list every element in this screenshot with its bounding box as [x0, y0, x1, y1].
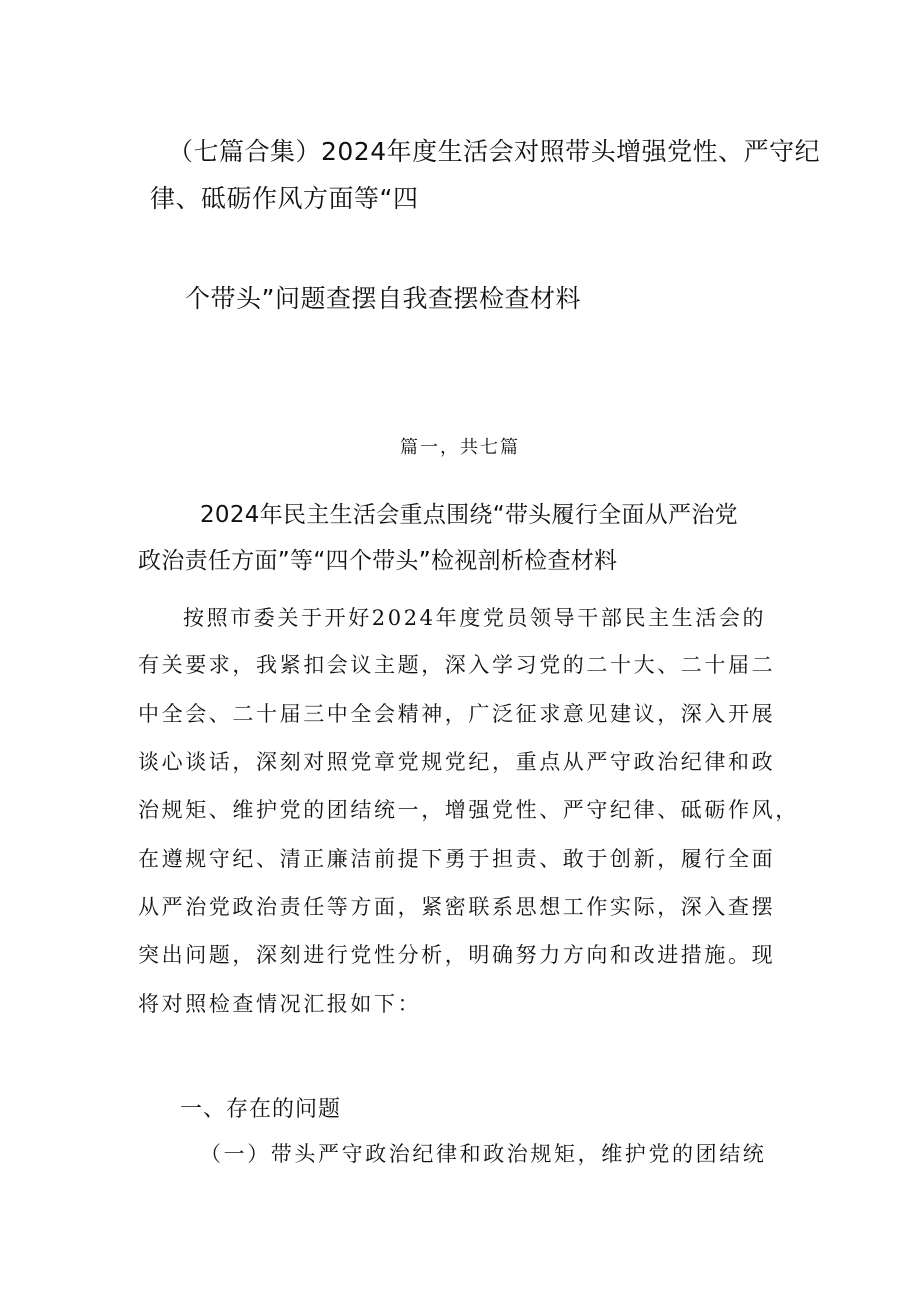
body-line-4: 谈心谈话，深刻对照党章党规党纪，重点从严守政治纪律和政	[138, 750, 776, 774]
document-title-line-2: 律、砥砺作风方面等“四	[150, 184, 419, 213]
body-line-2: 有关要求，我紧扣会议主题，深入学习党的二十大、二十届二	[138, 653, 776, 677]
body-line-5: 治规矩、维护党的团结统一，增强党性、严守纪律、砥砺作风，	[138, 798, 799, 822]
body-line-7: 从严治党政治责任等方面，紧密联系思想工作实际，深入查摆	[138, 895, 776, 919]
body-line-3: 中全会、二十届三中全会精神，广泛征求意见建议，深入开展	[138, 702, 776, 726]
subtitle-line-1: 2024年民主生活会重点围绕“带头履行全面从严治党	[200, 502, 738, 528]
sub-heading-1: （一）带头严守政治纪律和政治规矩，维护党的团结统	[200, 1142, 767, 1166]
section-marker: 篇一，共七篇	[400, 437, 520, 458]
body-line-1: 按照市委关于开好2024年度党员领导干部民主生活会的	[183, 606, 767, 630]
subtitle-line-2: 政治责任方面”等“四个带头”检视剖析检查材料	[138, 548, 618, 574]
heading-existing-problems: 一、存在的问题	[180, 1097, 342, 1122]
body-line-6: 在遵规守纪、清正廉洁前提下勇于担责、敢于创新，履行全面	[138, 847, 776, 871]
body-line-9: 将对照检查情况汇报如下：	[138, 992, 422, 1016]
body-line-8: 突出问题，深刻进行党性分析，明确努力方向和改进措施。现	[138, 943, 776, 967]
document-title-line-3: 个带头”问题查摆自我查摆检查材料	[185, 284, 581, 313]
document-title-line-1: （七篇合集）2024年度生活会对照带头增强党性、严守纪	[168, 137, 821, 166]
